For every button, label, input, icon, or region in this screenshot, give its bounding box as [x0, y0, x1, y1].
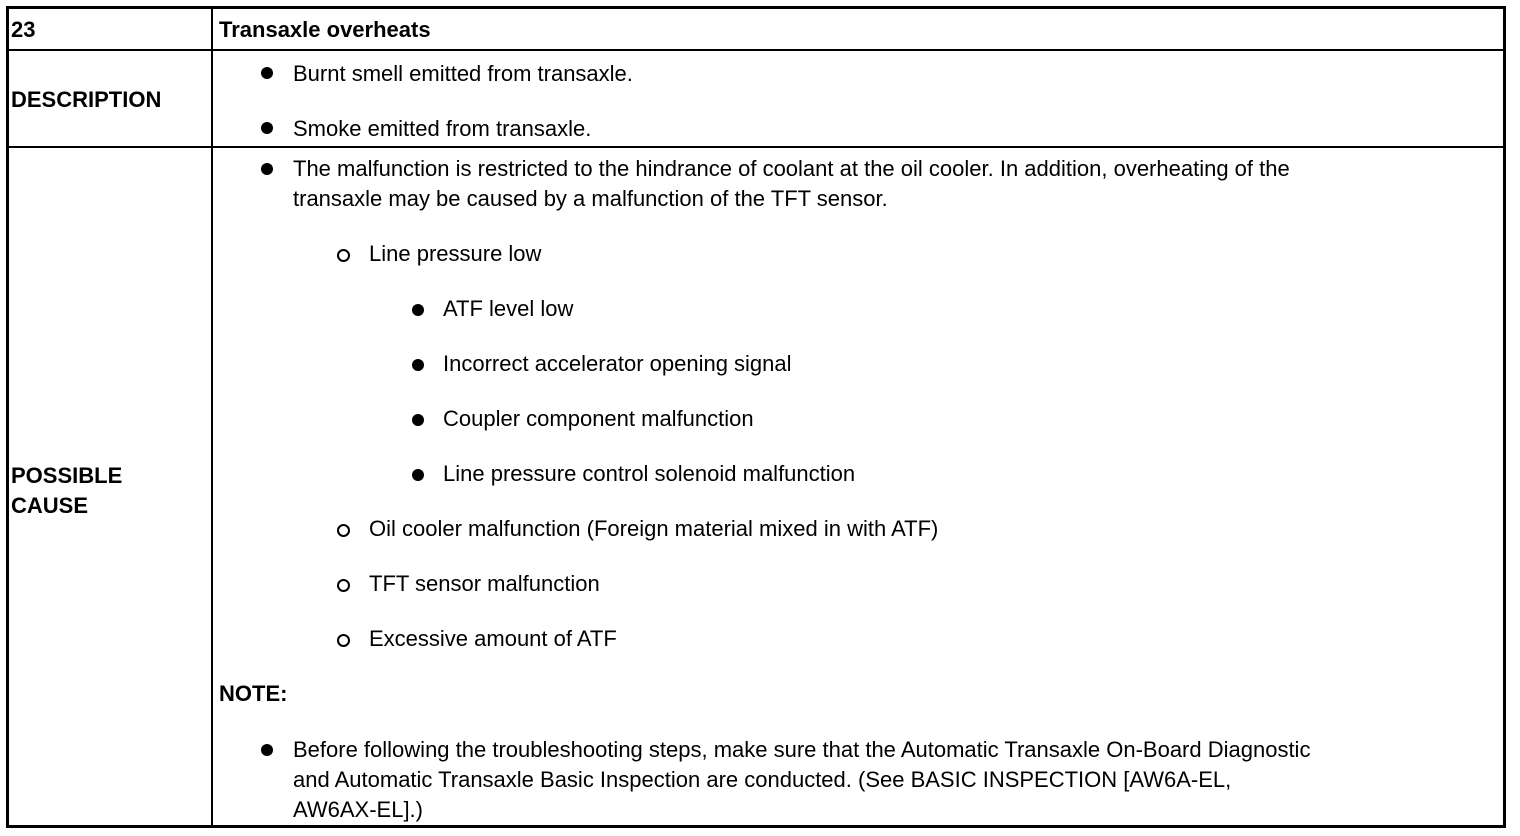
- cause-sub-item: Incorrect accelerator opening signal: [443, 351, 792, 376]
- header-row: [9, 9, 1503, 51]
- description-label-cell: [9, 51, 213, 146]
- possible-cause-label-line1: POSSIBLE: [11, 463, 123, 488]
- cause-sub-item: Coupler component malfunction: [443, 406, 754, 431]
- symptom-title: Transaxle overheats: [219, 17, 431, 42]
- cause-intro-line1: The malfunction is restricted to the hindrance of coolant at the oil cooler. In addition, overheating of the: [293, 156, 1290, 181]
- bullet-icon: [261, 122, 273, 134]
- note-line2: and Automatic Transaxle Basic Inspection are conducted. (See BASIC INSPECTION [AW6A-EL,: [293, 767, 1232, 792]
- description-item: Smoke emitted from transaxle.: [293, 116, 592, 141]
- bullet-icon: [261, 67, 273, 79]
- symptom-number: 23: [11, 17, 36, 42]
- bullet-icon: [261, 163, 273, 175]
- note-line1: Before following the troubleshooting steps, make sure that the Automatic Transaxle On-Board Diagnostic: [293, 737, 1311, 762]
- description-row: [9, 51, 1503, 148]
- bullet-icon: [412, 414, 424, 426]
- cause-intro-line2: transaxle may be caused by a malfunction of the TFT sensor.: [293, 186, 888, 211]
- note-line3: AW6AX-EL].): [293, 797, 423, 822]
- hollow-bullet-icon: [337, 634, 350, 647]
- bullet-icon: [412, 359, 424, 371]
- troubleshooting-table: [6, 6, 1506, 828]
- cause-tft-sensor: TFT sensor malfunction: [369, 571, 600, 596]
- cause-line-pressure-low: Line pressure low: [369, 241, 542, 266]
- possible-cause-label-line2: CAUSE: [11, 493, 89, 518]
- description-label: DESCRIPTION: [11, 87, 162, 112]
- cause-excessive-atf: Excessive amount of ATF: [369, 626, 617, 651]
- cause-sub-item: Line pressure control solenoid malfunction: [443, 461, 856, 486]
- header-title-cell: [213, 9, 1503, 49]
- hollow-bullet-icon: [337, 579, 350, 592]
- cause-sub-item: ATF level low: [443, 296, 574, 321]
- possible-cause-label-cell: [9, 148, 213, 825]
- bullet-icon: [261, 744, 273, 756]
- bullet-icon: [412, 469, 424, 481]
- hollow-bullet-icon: [337, 249, 350, 262]
- note-label: NOTE:: [219, 681, 288, 706]
- hollow-bullet-icon: [337, 524, 350, 537]
- description-content-cell: [213, 51, 1503, 146]
- possible-cause-row: [9, 148, 1503, 825]
- possible-cause-content-cell: [213, 148, 1503, 825]
- header-number-cell: [9, 9, 213, 49]
- description-item: Burnt smell emitted from transaxle.: [293, 61, 633, 86]
- bullet-icon: [412, 304, 424, 316]
- cause-oil-cooler: Oil cooler malfunction (Foreign material mixed in with ATF): [369, 516, 939, 541]
